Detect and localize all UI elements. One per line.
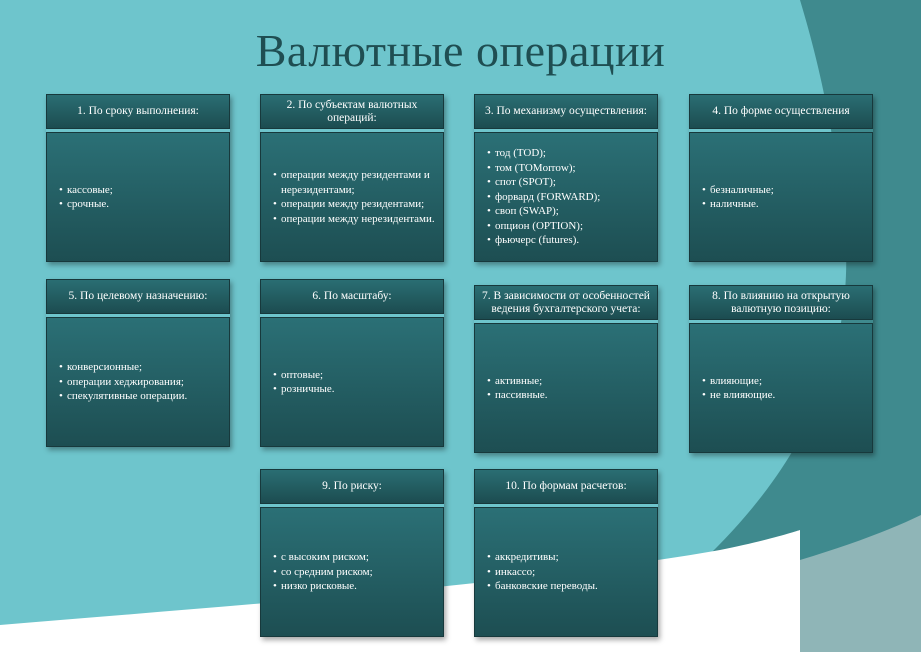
card-heading: 7. В зависимости от особенностей ведения бухгалтерского учета: <box>474 285 658 320</box>
list-item: • влияющие; <box>702 374 775 389</box>
list-item: • операции между резидентами и нерезидентами; <box>273 168 435 197</box>
card-list <box>487 550 598 594</box>
list-item: • не влияющие. <box>702 388 775 403</box>
card-3 <box>474 94 658 262</box>
list-item: • конверсионные; <box>59 360 187 375</box>
card-list <box>273 168 435 226</box>
card-body <box>260 317 444 447</box>
card-list <box>273 550 373 594</box>
list-item: • том (TOMorrow); <box>487 161 600 176</box>
card-list <box>273 368 335 397</box>
list-item: • оптовые; <box>273 368 335 383</box>
list-item: • со средним риском; <box>273 565 373 580</box>
card-5 <box>46 279 230 447</box>
list-item: • тод (TOD); <box>487 146 600 161</box>
list-item: • спот (SPOT); <box>487 175 600 190</box>
list-item: • аккредитивы; <box>487 550 598 565</box>
card-body <box>474 132 658 262</box>
card-heading: 4. По форме осуществления <box>689 94 873 129</box>
card-list <box>59 183 113 212</box>
card-10 <box>474 469 658 637</box>
list-item: • форвард (FORWARD); <box>487 190 600 205</box>
card-list <box>487 374 548 403</box>
card-heading: 8. По влиянию на открытую валютную позицию: <box>689 285 873 320</box>
list-item: • кассовые; <box>59 183 113 198</box>
list-item: • безналичные; <box>702 183 774 198</box>
card-9 <box>260 469 444 637</box>
card-8 <box>689 285 873 453</box>
card-6 <box>260 279 444 447</box>
list-item: • спекулятивные операции. <box>59 389 187 404</box>
card-2 <box>260 94 444 262</box>
card-4 <box>689 94 873 262</box>
list-item: • с высоким риском; <box>273 550 373 565</box>
list-item: • фьючерс (futures). <box>487 233 600 248</box>
list-item: • наличные. <box>702 197 774 212</box>
card-body <box>689 132 873 262</box>
card-heading: 10. По формам расчетов: <box>474 469 658 504</box>
card-7 <box>474 285 658 453</box>
card-body <box>46 317 230 447</box>
card-heading: 3. По механизму осуществления: <box>474 94 658 129</box>
list-item: • инкассо; <box>487 565 598 580</box>
list-item: • срочные. <box>59 197 113 212</box>
card-list <box>702 374 775 403</box>
card-list <box>702 183 774 212</box>
card-list <box>487 146 600 248</box>
list-item: • операции между нерезидентами. <box>273 212 435 227</box>
card-body <box>46 132 230 262</box>
list-item: • пассивные. <box>487 388 548 403</box>
list-item: • операции хеджирования; <box>59 375 187 390</box>
card-body <box>474 323 658 453</box>
card-heading: 2. По субъектам валютных операций: <box>260 94 444 129</box>
card-body <box>260 507 444 637</box>
card-heading: 9. По риску: <box>260 469 444 504</box>
list-item: • операции между резидентами; <box>273 197 435 212</box>
list-item: • банковские переводы. <box>487 579 598 594</box>
card-heading: 1. По сроку выполнения: <box>46 94 230 129</box>
list-item: • активные; <box>487 374 548 389</box>
card-body <box>260 132 444 262</box>
card-heading: 5. По целевому назначению: <box>46 279 230 314</box>
card-body <box>689 323 873 453</box>
list-item: • своп (SWAP); <box>487 204 600 219</box>
list-item: • розничные. <box>273 382 335 397</box>
card-list <box>59 360 187 404</box>
slide-title: Валютные операции <box>255 25 666 76</box>
list-item: • низко рисковые. <box>273 579 373 594</box>
list-item: • опцион (OPTION); <box>487 219 600 234</box>
card-1 <box>46 94 230 262</box>
card-heading: 6. По масштабу: <box>260 279 444 314</box>
card-body <box>474 507 658 637</box>
